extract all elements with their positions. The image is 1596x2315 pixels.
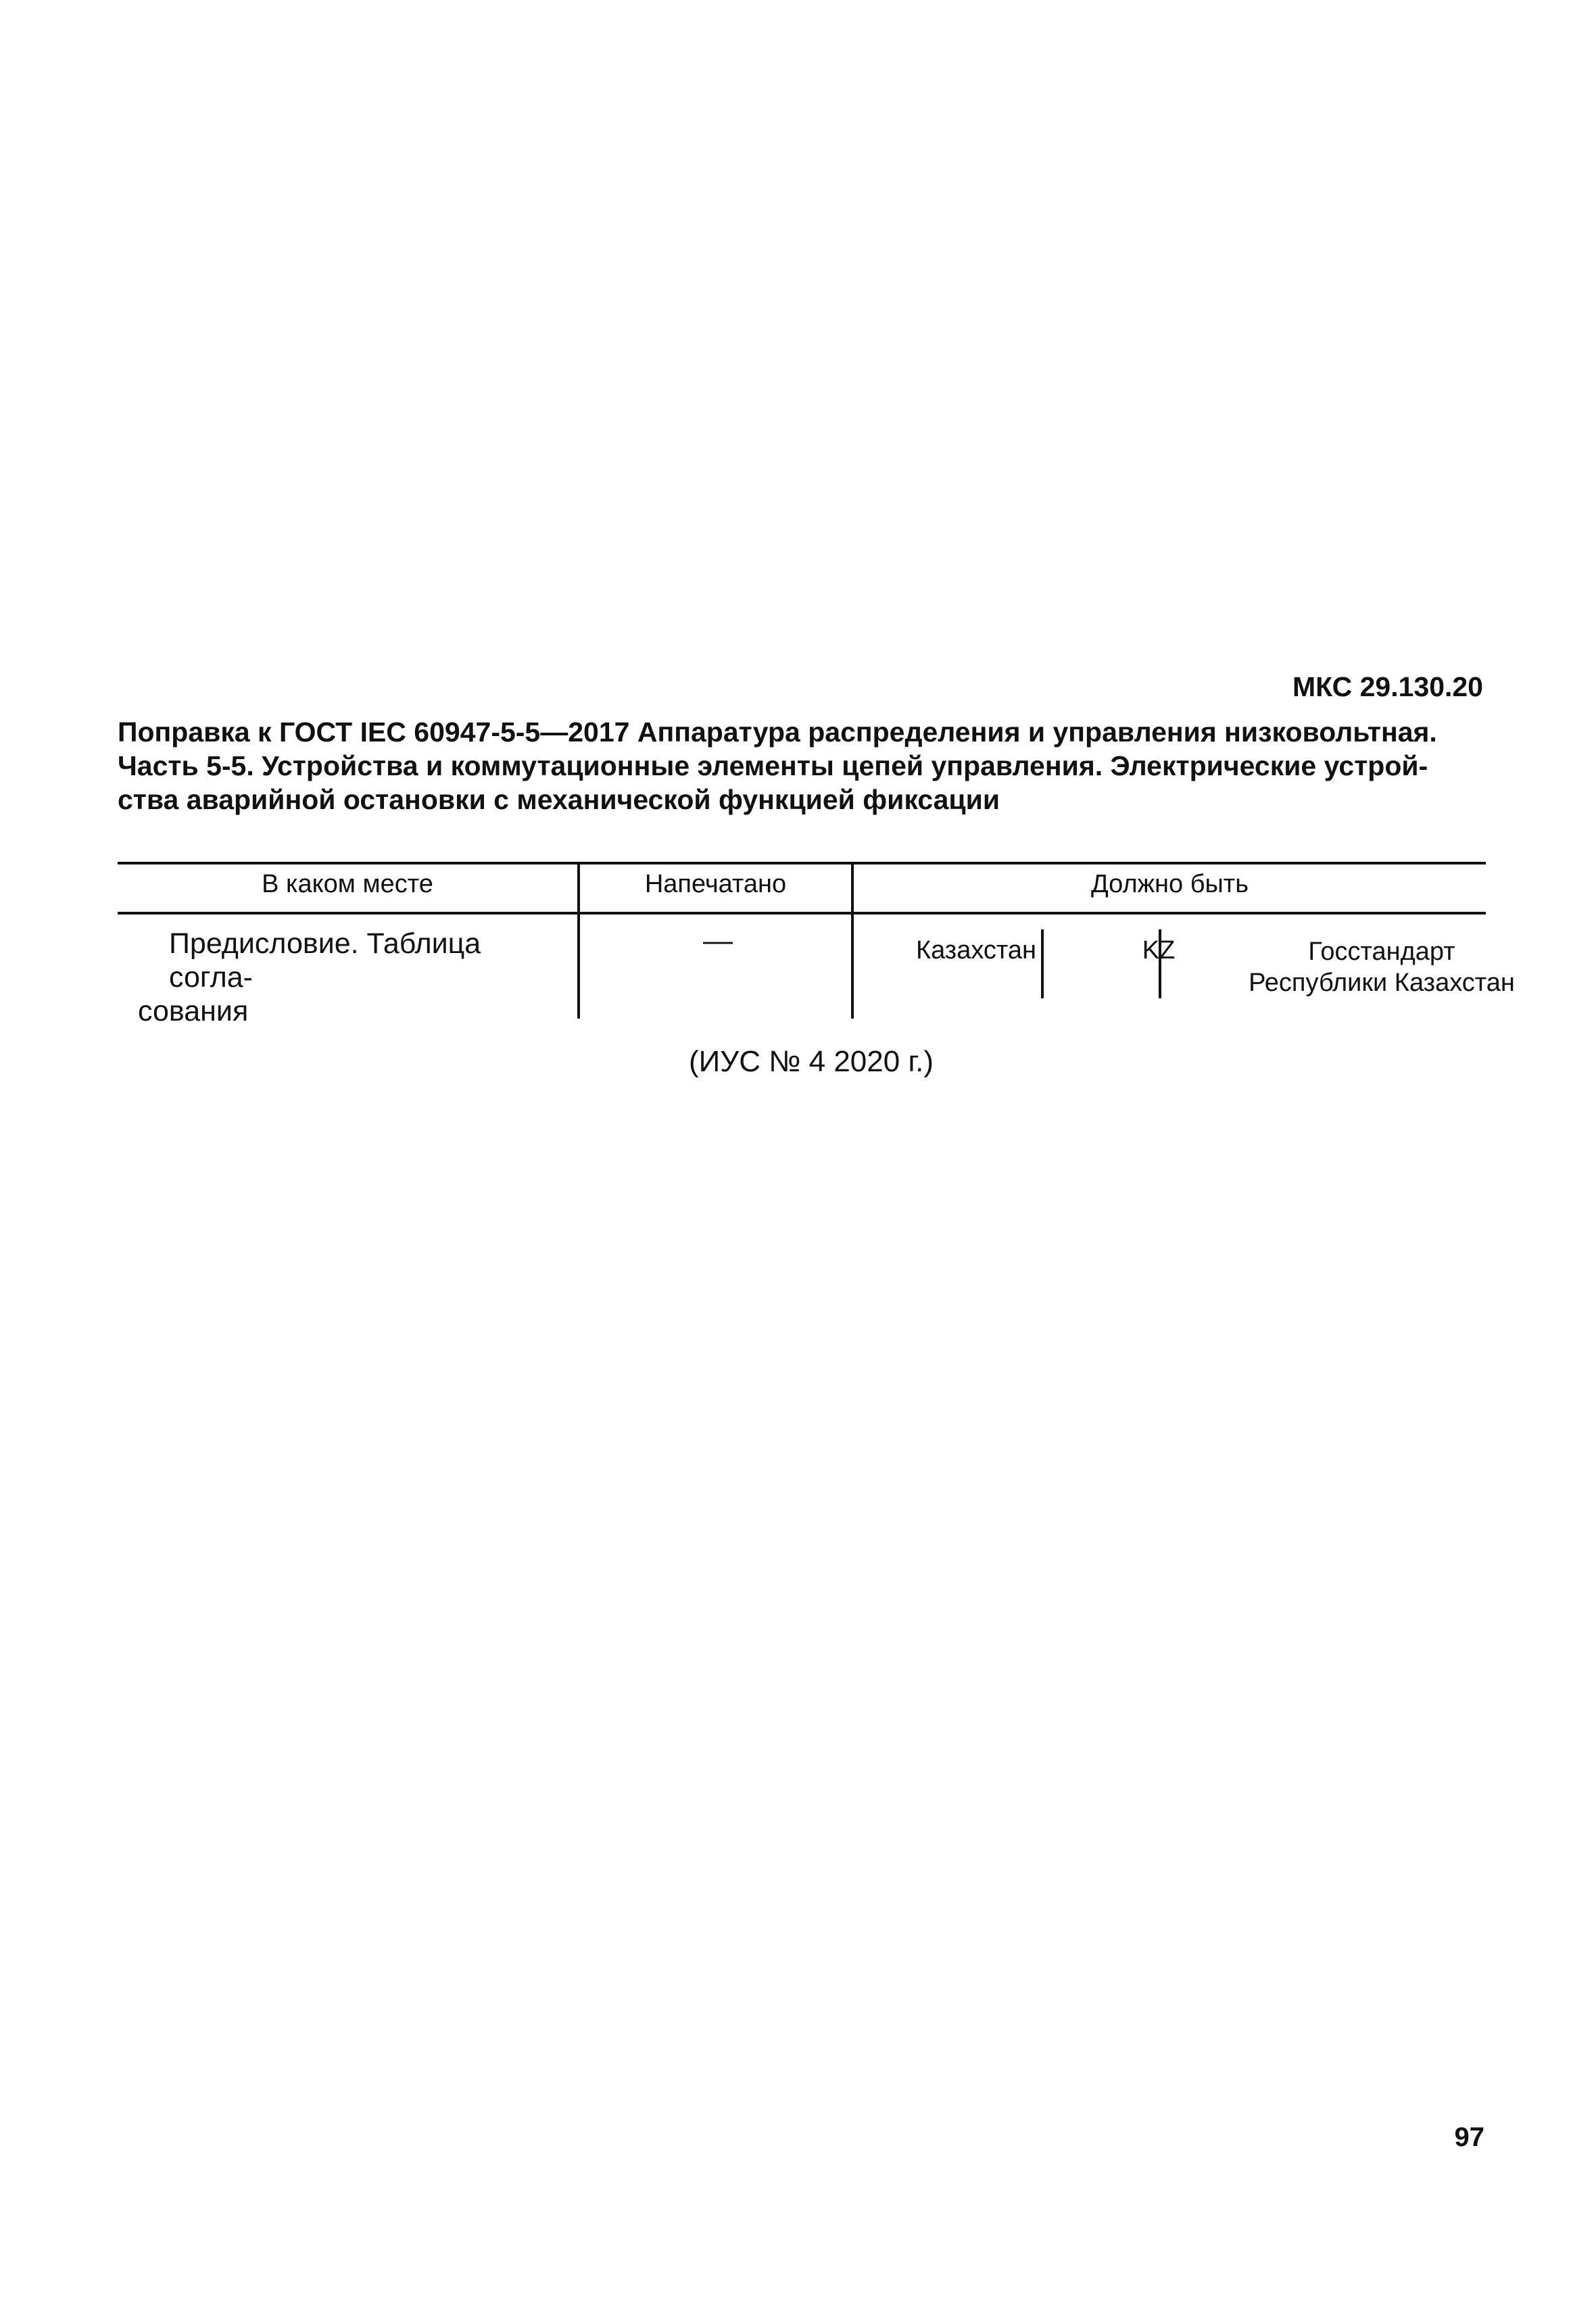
- title-line-2: Часть 5-5. Устройства и коммутационные элементы цепей управления. Электрические устрой-: [118, 750, 1428, 781]
- amendment-title: [118, 715, 1486, 817]
- table-header-rule: [118, 912, 1486, 915]
- cell-organization: [1172, 936, 1591, 998]
- ius-reference: (ИУС № 4 2020 г.): [688, 1045, 934, 1078]
- amendment-table: [118, 862, 1515, 1027]
- page-number: 97: [1454, 2122, 1484, 2152]
- title-line-3: ства аварийной остановки с механической функцией фиксации: [118, 784, 1000, 815]
- title-line-1: Поправка к ГОСТ IEC 60947-5-5—2017 Аппаратура распределения и управления низковольтная.: [118, 716, 1437, 748]
- cell-where-line-1: Предисловие. Таблица согла-: [169, 927, 481, 994]
- header-should-be: Должно быть: [1090, 870, 1249, 898]
- cell-organization-line-1: Госстандарт: [1308, 937, 1455, 966]
- cell-where-line-2: сования: [138, 995, 249, 1027]
- cell-organization-line-2: Республики Казахстан: [1249, 969, 1515, 997]
- mks-code: МКС 29.130.20: [1292, 671, 1483, 702]
- cell-printed: —: [703, 924, 733, 957]
- header-where: В каком месте: [262, 870, 433, 898]
- header-printed: Напечатано: [644, 870, 787, 898]
- cell-where: [138, 927, 571, 1028]
- cell-country: Казахстан: [915, 936, 1037, 965]
- cell-country-code: KZ: [1142, 936, 1176, 965]
- table-top-rule: [118, 862, 1486, 864]
